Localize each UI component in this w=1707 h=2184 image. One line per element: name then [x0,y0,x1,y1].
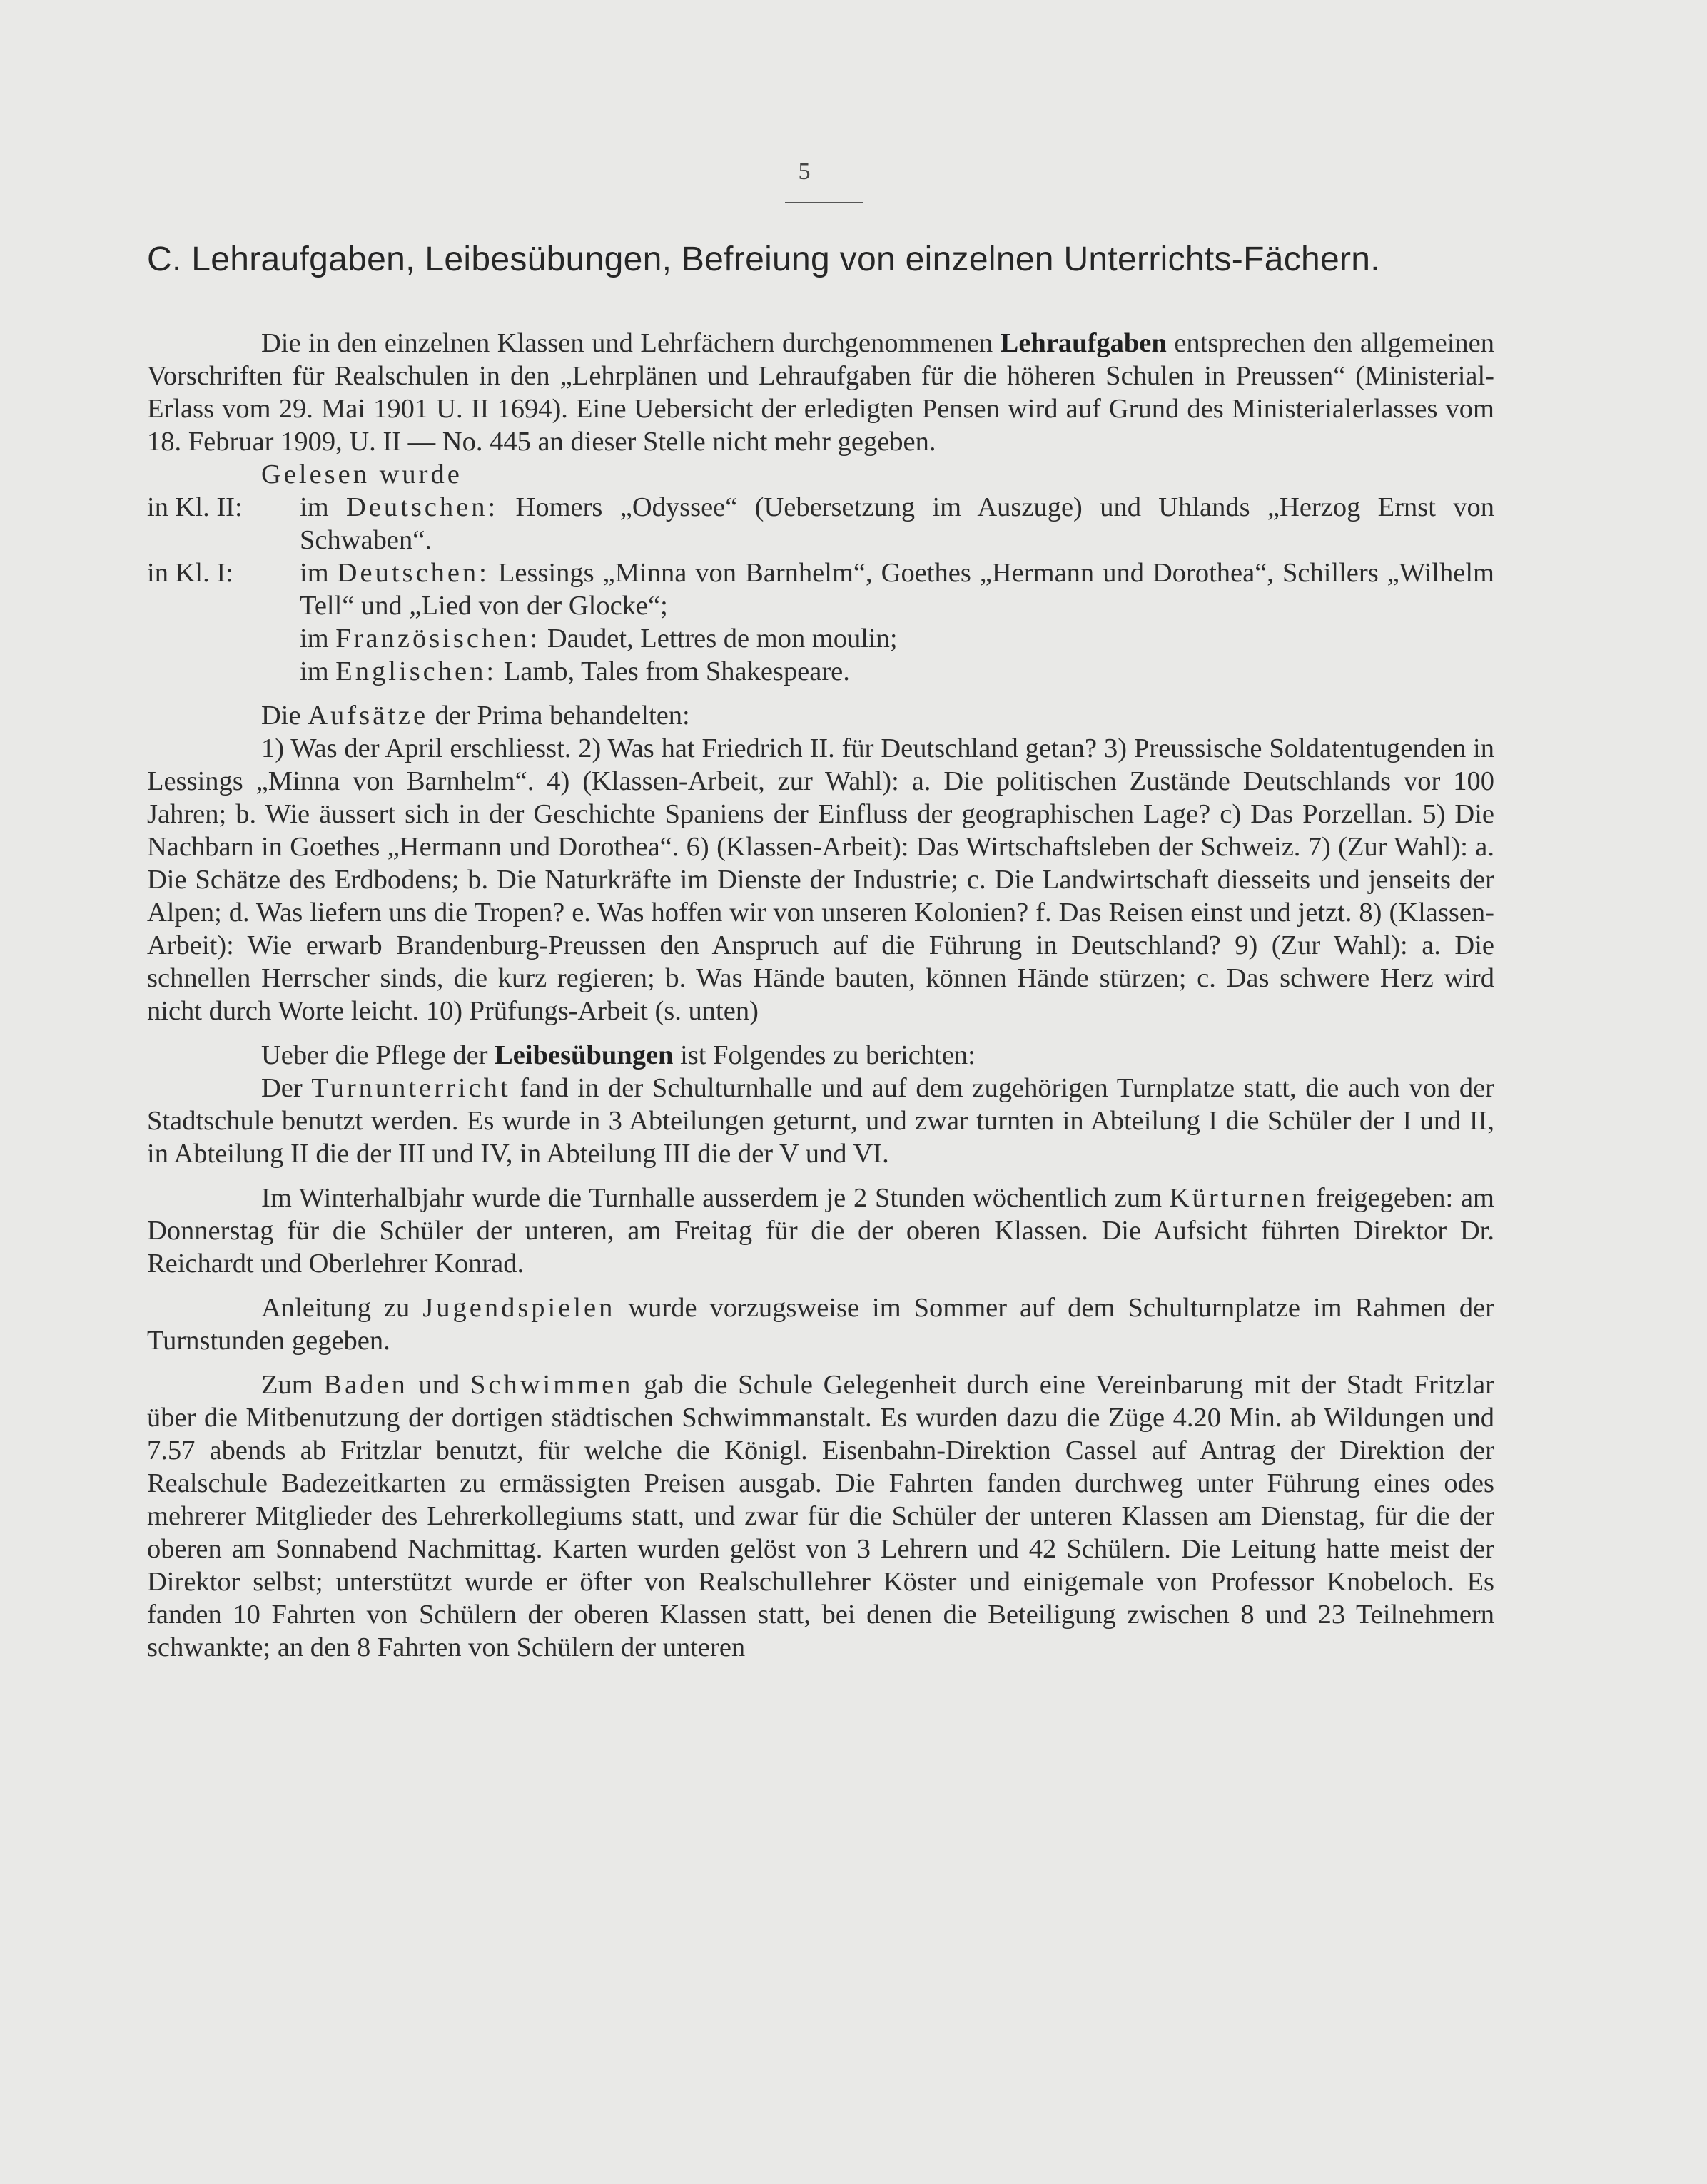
kl2-subject: Deutschen: [345,492,499,522]
kl1-fr-subject: Französischen: [335,624,541,654]
jugend-paragraph [147,1291,1494,1357]
turn-paragraph [147,1072,1494,1170]
section-heading: C. Lehraufgaben, Leibesübungen, Befreiung von einzelnen Unterrichts-Fächern. [147,240,1380,278]
baden-paragraph [147,1368,1494,1664]
baden-spaced-1: Baden [323,1370,408,1400]
kl1-label: in Kl. I: [147,558,233,588]
winter-spaced: Kürturnen [1169,1183,1309,1213]
page-number: 5 [798,158,811,185]
reading-kl2 [147,491,1494,557]
body-text [147,327,1494,1664]
kl1-en-pre: im [300,656,336,686]
kl1-text [300,557,1494,688]
baden-mid: und [407,1370,470,1400]
winter-pre: Im Winterhalbjahr wurde die Turnhalle ausserdem je 2 Stunden wöchentlich zum [261,1183,1170,1213]
jugend-spaced: Jugendspielen [422,1293,616,1323]
kl1-subject: Deutschen: [337,558,490,588]
leibes-bold: Leibesübungen [495,1040,674,1070]
winter-paragraph [147,1182,1494,1280]
aufsaetze-pre: Die [261,701,308,731]
leibes-pre: Ueber die Pflege der [261,1040,495,1070]
intro-text-1: Die in den einzelnen Klassen und Lehrfächern durchgenommenen [261,328,1001,358]
leibes-intro [147,1039,1494,1072]
kl1-fr-works: Daudet, Lettres de mon moulin; [540,624,898,654]
turn-pre: Der [261,1073,312,1103]
intro-paragraph [147,327,1494,458]
kl2-label: in Kl. II: [147,492,243,522]
jugend-post: wurde vorzugsweise im Sommer auf dem Schulturnplatze im Rahmen der Turnstunden gegeben. [147,1293,1494,1356]
kl2-pre: im [300,492,346,522]
jugend-pre: Anleitung zu [261,1293,423,1323]
kl1-en-works: Lamb, Tales from Shakespeare. [497,656,850,686]
page-number-rule [785,202,863,203]
winter-post: freigegeben: am Donnerstag für die Schüler der unteren, am Freitag für die der oberen Klassen. Die Aufsicht führten Direktor Dr. Reichardt und Oberlehrer Konrad. [147,1183,1494,1279]
aufsaetze-post: der Prima behandelten: [428,701,690,731]
aufsaetze-intro [147,699,1494,732]
turn-post: fand in der Schulturnhalle und auf dem zugehörigen Turnplatze statt, die auch von der Stadtschule benutzt werden. Es wurde in 3 Abteilungen geturnt, und zwar turnten in Abteilung I die Schüler der I und II, in Abteilung II die der III und IV, in Abteilung III die der V und VI. [147,1073,1495,1169]
kl2-text [300,491,1494,557]
intro-text-2: entsprechen den allgemeinen Vorschriften für Realschulen in den „Lehrplänen und Lehraufgaben für die höheren Schulen in Preussen“ (Ministerial-Erlass vom 29. Mai 1901 U. II 1694). Eine Uebersicht der erledigten Pensen wird auf Grund des Ministerialerlasses vom 18. Februar 1909, U. II — No. 445 an dieser Stelle nicht mehr gegeben. [147,328,1494,457]
gelesen-text: Gelesen wurde [261,459,462,489]
baden-post: gab die Schule Gelegenheit durch eine Vereinbarung mit der Stadt Fritzlar über die Mitbenutzung der dortigen städtischen Schwimmanstalt. Es wurden dazu die Züge 4.20 Min. ab Wildungen und 7.57 abends ab Fritzlar benutzt, für welche die Königl. Eisenbahn-Direktion Cassel auf Antrag der Direktion der Realschule Badezeitkarten zu ermässigten Preisen ausgab. Die Fahrten fanden durchweg unter Führung eines odes mehrerer Mitglieder des Lehrerkollegiums statt, und zwar für die Schüler der unteren Klassen am Dienstag, für die der oberen am Sonnabend Nachmittag. Karten wurden gelöst von 3 Lehrern und 42 Schülern. Die Leitung hatte meist der Direktor selbst; unterstützt wurde er öfter von Realschullehrer Köster und einigemale von Professor Knobeloch. Es fanden 10 Fahrten von Schülern der oberen Klassen statt, bei denen die Beteiligung zwischen 8 und 23 Teilnehmern schwankte; an den 8 Fahrten von Schülern der unteren [147,1370,1494,1662]
gelesen-line [147,458,1494,491]
leibes-post: ist Folgendes zu berichten: [673,1040,976,1070]
baden-spaced-2: Schwimmen [470,1370,634,1400]
kl1-works: Lessings „Minna von Barnhelm“, Goethes „Hermann und Dorothea“, Schillers „Wilhelm Tell“ und „Lied von der Glocke“; [300,558,1494,621]
aufsaetze-spaced: Aufsätze [308,701,429,731]
kl1-en-subject: Englischen: [335,656,497,686]
reading-kl1 [147,557,1494,688]
aufsaetze-list: 1) Was der April erschliesst. 2) Was hat Friedrich II. für Deutschland getan? 3) Preussische Soldatentugenden in Lessings „Minna von Barnhelm“. 4) (Klassen-Arbeit, zur Wahl): a. Die politischen Zustände Deutschlands vor 100 Jahren; b. Wie äussert sich in der Geschichte Spaniens der Einfluss der geographischen Lage? c) Das Porzellan. 5) Die Nachbarn in Goethes „Hermann und Dorothea“. 6) (Klassen-Arbeit): Das Wirtschaftsleben der Schweiz. 7) (Zur Wahl): a. Die Schätze des Erdbodens; b. Die Naturkräfte im Dienste der Industrie; c. Die Landwirtschaft diesseits und jenseits der Alpen; d. Was liefern uns die Tropen? e. Was hoffen wir von unseren Kolonien? f. Das Reisen einst und jetzt. 8) (Klassen-Arbeit): Wie erwarb Brandenburg-Preussen den Anspruch auf die Führung in Deutschland? 9) (Zur Wahl): a. Die schnellen Herrscher sinds, die kurz regieren; b. Was Hände bauten, können Hände stürzen; c. Das schwere Herz wird nicht durch Worte leicht. 10) Prüfungs-Arbeit (s. unten) [147,733,1494,1026]
kl1-fr-pre: im [300,624,336,654]
intro-bold-lehraufgaben: Lehraufgaben [1000,328,1167,358]
turn-spaced: Turnunterricht [311,1073,511,1103]
kl1-pre: im [300,558,338,588]
kl2-works: Homers „Odyssee“ (Uebersetzung im Auszuge) und Uhlands „Herzog Ernst von Schwaben“. [300,492,1494,555]
baden-pre: Zum [261,1370,324,1400]
